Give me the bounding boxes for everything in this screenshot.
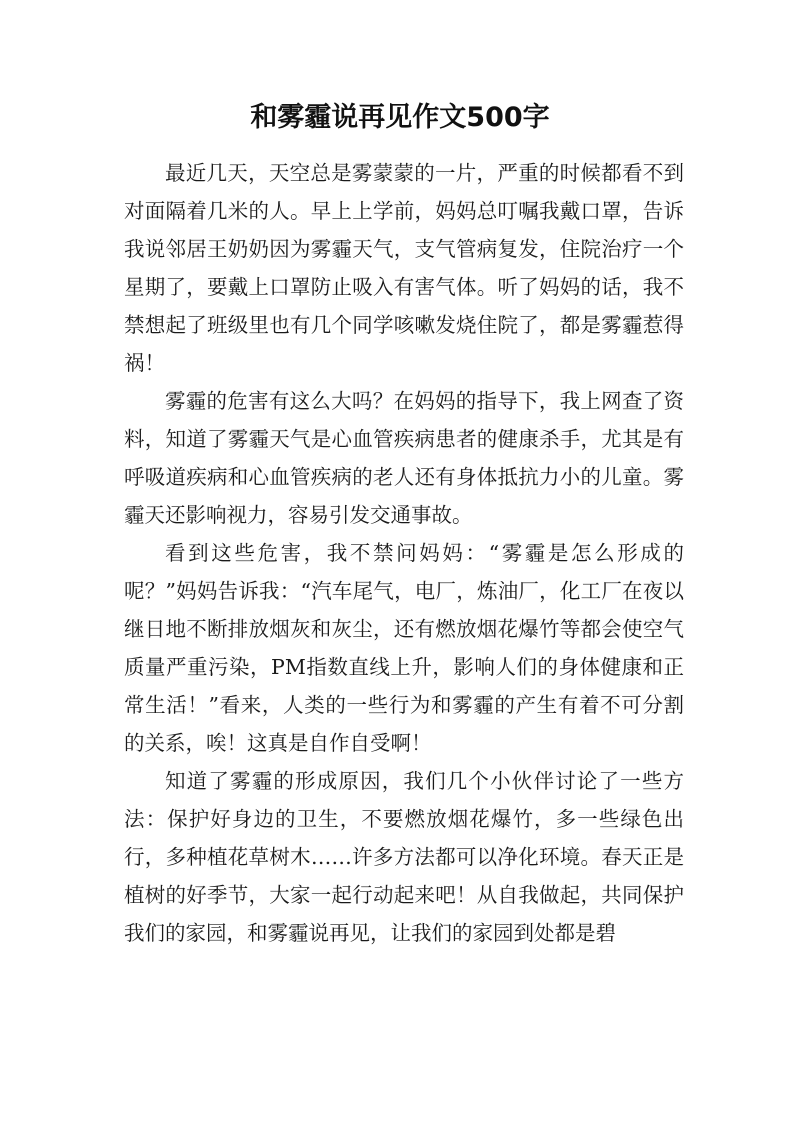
paragraph-1: 最近几天，天空总是雾蒙蒙的一片，严重的时候都看不到对面隔着几米的人。早上上学前，妈妈总叮嘱我戴口罩，告诉我说邻居王奶奶因为雾霾天气，支气管病复发，住院治疗一个星期了，要戴上口罩防止吸入有害气体。听了妈妈的话，我不禁想起了班级里也有几个同学咳嗽发烧住院了，都是雾霾惹得祸！ <box>124 161 684 375</box>
paragraph-4: 知道了雾霾的形成原因，我们几个小伙伴讨论了一些方法：保护好身边的卫生，不要燃放烟花爆竹，多一些绿色出行，多种植花草树木……许多方法都可以净化环境。春天正是植树的好季节，大家一起行动起来吧！从自我做起，共同保护我们的家园，和雾霾说再见，让我们的家园到处都是碧 <box>124 769 684 945</box>
paragraph-3: 看到这些危害，我不禁问妈妈：“雾霾是怎么形成的呢？”妈妈告诉我：“汽车尾气，电厂，炼油厂，化工厂在夜以继日地不断排放烟灰和灰尘，还有燃放烟花爆竹等都会使空气质量严重污染，PM指数直线上升，影响人们的身体健康和正常生活！”看来，人类的一些行为和雾霾的产生有着不可分割的关系，唉！这真是自作自受啊！ <box>124 541 684 755</box>
document-title: 和雾霾说再见作文500字 <box>250 102 550 133</box>
paragraph-2: 雾霾的危害有这么大吗？在妈妈的指导下，我上网查了资料，知道了雾霾天气是心血管疾病患者的健康杀手，尤其是有呼吸道疾病和心血管疾病的老人还有身体抵抗力小的儿童。雾霾天还影响视力，容易引发交通事故。 <box>124 389 684 527</box>
document-body <box>124 154 684 952</box>
